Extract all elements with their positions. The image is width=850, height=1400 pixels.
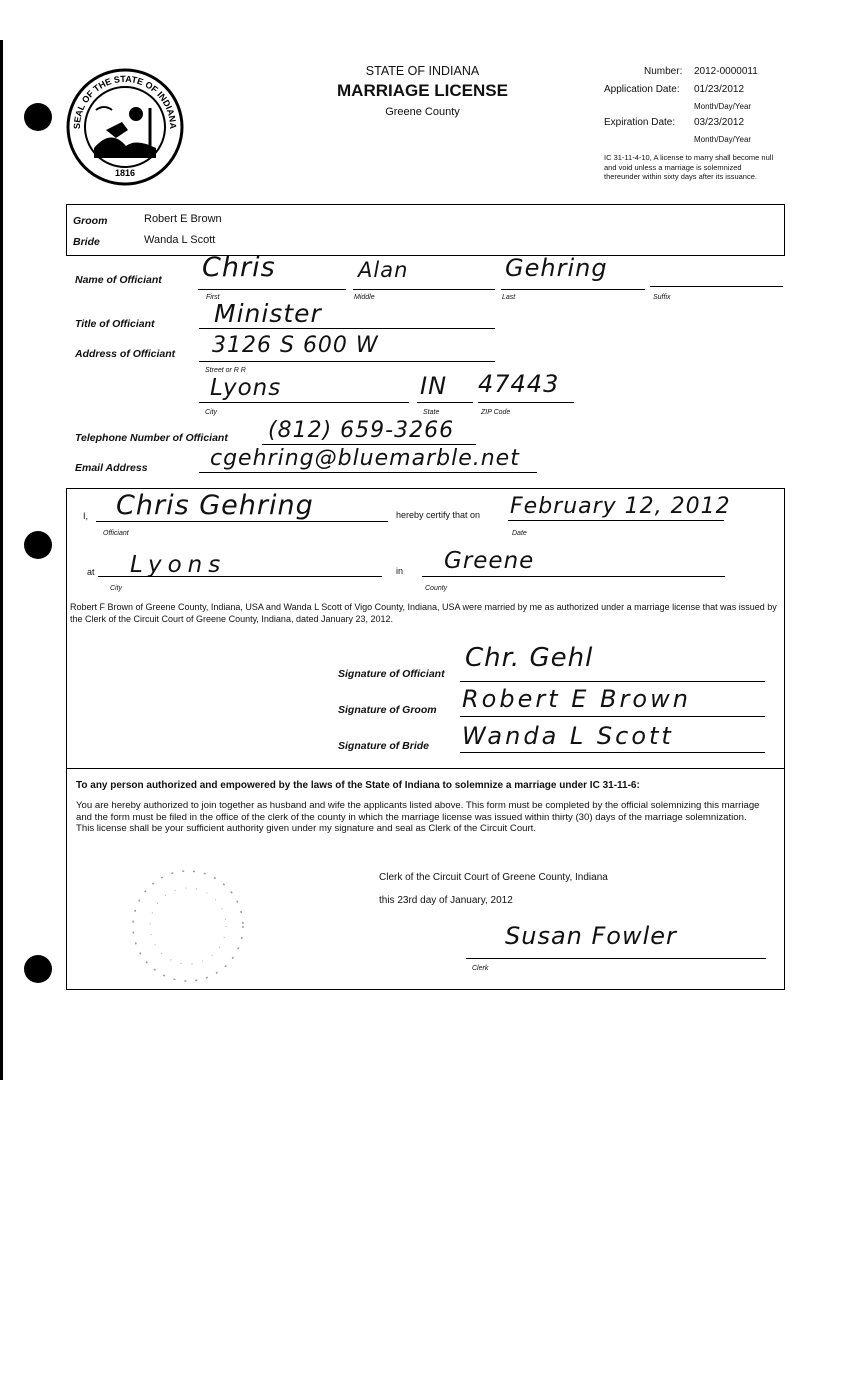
groom-signature-line [460,716,765,717]
officiant-signature: Chr. Gehl [465,643,594,673]
marriage-county-caption: County [425,585,448,592]
i-label: I, [83,511,89,521]
date-format-caption: Month/Day/Year [694,135,752,144]
officiant-street: 3126 S 600 W [212,333,379,358]
officiant-caption: Officiant [103,530,129,537]
last-name-line [501,289,645,290]
officiant-email-label: Email Address [75,462,148,474]
statute-note: IC 31-11-4-10, A license to marry shall become null and void unless a marriage is solemnized thereunder within sixty days after its issuance. [604,153,774,181]
indiana-state-seal [66,68,184,186]
officiant-email: cgehring@bluemarble.net [210,446,520,471]
middle-caption: Middle [354,294,375,301]
authorization-body: You are hereby authorized to join together as husband and wife the applicants listed above. This form must be completed by the official solemnizing this marriage and the form must be filed in the office of the clerk of the county in which the marriage license was issued within thirty (30) days of the marriage solemnization. This license shall be your sufficient authority given under my signature and seal as Clerk of the Circuit Court. [76,800,760,834]
officiant-signature-line [460,681,765,682]
zip-line [478,402,574,403]
officiant-phone-label: Telephone Number of Officiant [75,432,228,444]
officiant-name-label: Name of Officiant [75,274,162,286]
groom-signature: Robert E Brown [462,685,691,713]
first-name-line [198,289,346,290]
marriage-date: February 12, 2012 [510,494,731,519]
at-label: at [87,567,95,577]
expiration-date-label: Expiration Date: [604,117,676,128]
marriage-city: Lyons [130,552,227,578]
officiant-last-name: Gehring [505,254,608,282]
officiant-first-name: Chris [202,252,276,283]
groom-signature-label: Signature of Groom [338,704,437,716]
application-date-label: Application Date: [604,84,680,95]
authorization-heading: To any person authorized and empowered by the laws of the State of Indiana to solemnize a marriage under IC 31-11-6: [76,780,640,791]
expiration-date: 03/23/2012 [694,117,745,128]
officiant-signature-label: Signature of Officiant [338,668,445,680]
license-number: 2012-0000011 [694,66,758,77]
groom-label: Groom [73,215,108,227]
document-title: MARRIAGE LICENSE [337,81,508,100]
punch-hole-middle [24,531,52,559]
clerk-signature-line [466,958,766,959]
state-line [417,402,473,403]
certify-text: hereby certify that on [396,510,481,520]
bride-signature-line [460,752,765,753]
groom-name: Robert E Brown [144,213,222,225]
state-caption: State [423,409,440,416]
phone-line [262,444,476,445]
certifying-officiant-name: Chris Gehring [116,490,314,521]
city-caption: City [205,409,218,416]
suffix-line [650,286,783,287]
couple-box [66,204,785,256]
zip-caption: ZIP Code [481,409,511,416]
bride-name: Wanda L Scott [144,234,216,246]
svg-text:SEAL OF THE STATE OF INDIANA: SEAL OF THE STATE OF INDIANA [71,73,179,130]
application-date: 01/23/2012 [694,84,745,95]
section-divider [66,768,785,769]
marriage-city-caption: City [110,585,123,592]
email-line [199,472,537,473]
marriage-county: Greene [444,548,535,574]
title-line [199,328,495,329]
clerk-line-1: Clerk of the Circuit Court of Greene County, Indiana [379,872,608,883]
clerk-signature: Susan Fowler [505,922,677,950]
officiant-phone: (812) 659-3266 [268,418,455,443]
first-caption: First [206,294,220,301]
marriage-statement: Robert F Brown of Greene County, Indiana, USA and Wanda L Scott of Vigo County, Indiana, USA were married by me as authorized under a marriage license that was issued by the Clerk of the Circuit Court of Greene County, Indiana, dated January 23, 2012. [70,602,777,624]
county-name: Greene County [385,106,460,118]
marriage-county-line [422,576,725,577]
date-line [508,520,724,521]
punch-hole-top [24,103,52,131]
date-caption: Date [512,530,527,537]
officiant-line [96,521,388,522]
marriage-city-line [98,576,382,577]
street-line [199,361,495,362]
svg-text:1816: 1816 [114,168,136,178]
in-label: in [396,566,404,576]
bride-label: Bride [73,236,100,248]
suffix-caption: Suffix [653,294,671,301]
punch-hole-bottom [24,955,52,983]
street-caption: Street or R R [205,367,246,374]
clerk-caption: Clerk [472,965,489,972]
bride-signature-label: Signature of Bride [338,740,430,752]
date-format-caption: Month/Day/Year [694,102,752,111]
officiant-state: IN [420,372,448,400]
officiant-city: Lyons [210,375,282,401]
city-line [199,402,409,403]
officiant-address-label: Address of Officiant [75,348,176,360]
officiant-title: Minister [214,299,322,328]
middle-name-line [353,289,495,290]
state-name: STATE OF INDIANA [365,64,480,78]
last-caption: Last [502,294,516,301]
number-label: Number: [644,66,683,77]
bride-signature: Wanda L Scott [462,722,674,750]
scan-edge [0,40,3,1080]
clerk-line-2: this 23rd day of January, 2012 [379,895,513,906]
clerk-seal-emboss [108,856,288,996]
officiant-zip: 47443 [478,370,560,398]
officiant-middle-name: Alan [358,258,409,282]
officiant-title-label: Title of Officiant [75,318,155,330]
